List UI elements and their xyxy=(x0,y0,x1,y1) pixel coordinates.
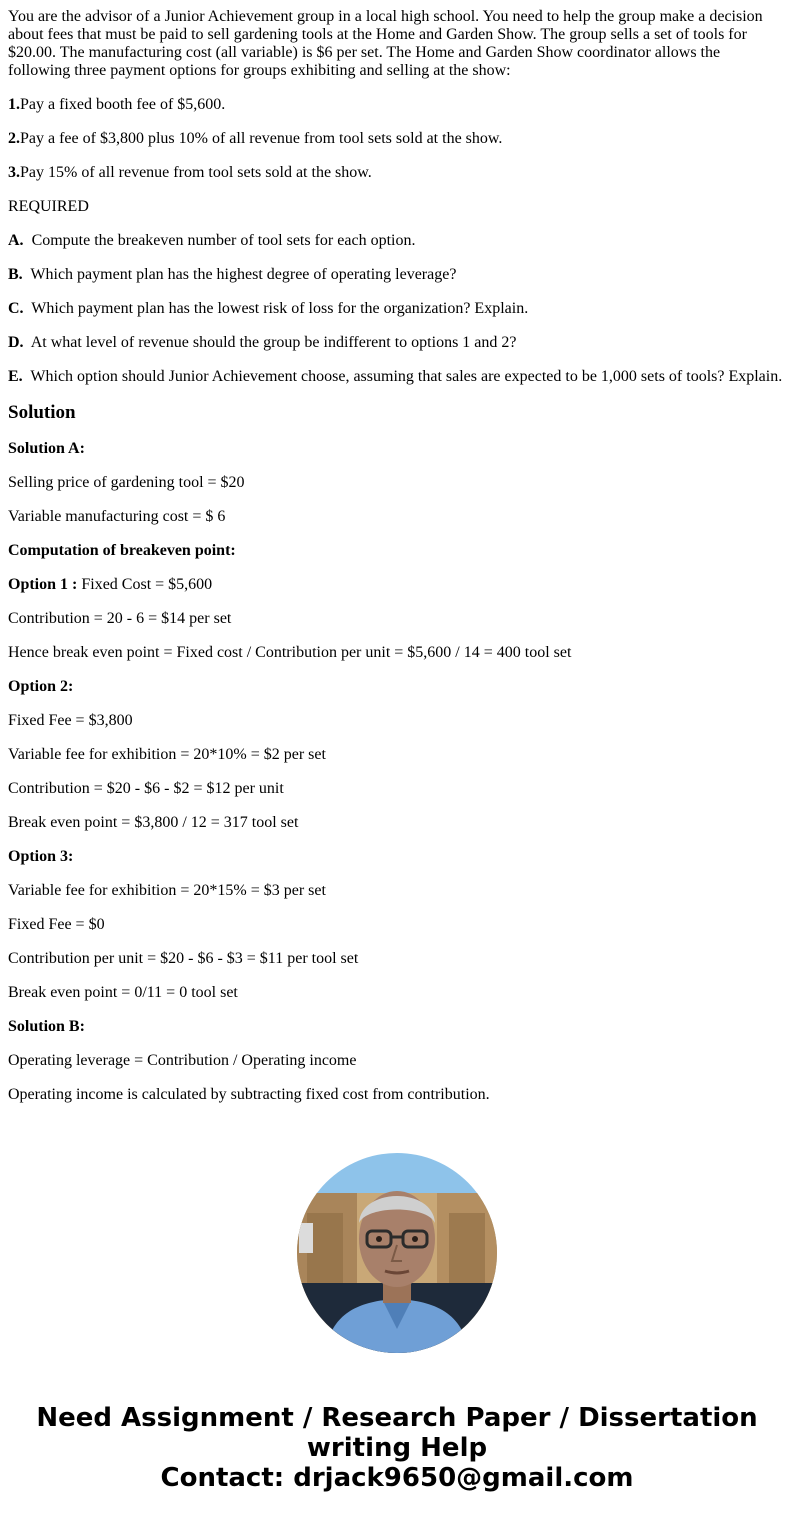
question-e xyxy=(8,368,786,386)
operating-income-line: Operating income is calculated by subtracting fixed cost from contribution. xyxy=(8,1086,490,1103)
cta-line-1: Need Assignment / Research Paper / Dissertation xyxy=(36,1403,758,1433)
question-a xyxy=(8,232,786,250)
option-2-number: 2. xyxy=(8,130,20,147)
required-label: REQUIRED xyxy=(8,198,89,215)
question-d-text: At what level of revenue should the group be indifferent to options 1 and 2? xyxy=(30,334,517,351)
question-d xyxy=(8,334,786,352)
option-2-item xyxy=(8,130,786,148)
option-2-text: Pay a fee of $3,800 plus 10% of all revenue from tool sets sold at the show. xyxy=(20,130,503,147)
problem-intro: You are the advisor of a Junior Achievement group in a local high school. You need to help the group make a decision about fees that must be paid to sell gardening tools at the Home and Garden Show. The group sells a set of tools for $20.00. The manufacturing cost (all variable) is $6 per set. The Home and Garden Show coordinator allows the following three payment options for groups exhibiting and selling at the show: xyxy=(8,8,763,79)
option-1-number: 1. xyxy=(8,96,20,113)
solution-b-heading: Solution B: xyxy=(8,1018,85,1035)
author-photo-image xyxy=(297,1153,497,1353)
option-3-number: 3. xyxy=(8,164,20,181)
question-a-label: A. xyxy=(8,232,24,249)
question-b-label: B. xyxy=(8,266,23,283)
breakeven-heading: Computation of breakeven point: xyxy=(8,542,236,559)
solution-heading: Solution xyxy=(8,402,76,423)
option-3-text: Pay 15% of all revenue from tool sets sold at the show. xyxy=(20,164,372,181)
document-content xyxy=(8,8,786,1120)
question-e-label: E. xyxy=(8,368,23,385)
cta-line-2: writing Help xyxy=(306,1433,488,1463)
option2-contribution: Contribution = $20 - $6 - $2 = $12 per unit xyxy=(8,780,284,797)
option3-heading: Option 3: xyxy=(8,848,74,865)
option3-fixed-fee: Fixed Fee = $0 xyxy=(8,916,105,933)
option2-fixed-fee: Fixed Fee = $3,800 xyxy=(8,712,133,729)
question-b xyxy=(8,266,786,284)
solution-a-heading: Solution A: xyxy=(8,440,85,457)
option2-variable-fee: Variable fee for exhibition = 20*10% = $2 per set xyxy=(8,746,326,763)
contact-banner xyxy=(0,1403,794,1493)
option1-contribution: Contribution = 20 - 6 = $14 per set xyxy=(8,610,232,627)
question-b-text: Which payment plan has the highest degree of operating leverage? xyxy=(30,266,457,283)
option1-fixed-cost-text: Fixed Cost = $5,600 xyxy=(81,576,213,593)
question-e-text: Which option should Junior Achievement choose, assuming that sales are expected to be 1,000 sets of tools? Explain. xyxy=(30,368,783,385)
option2-heading: Option 2: xyxy=(8,678,74,695)
option1-breakeven: Hence break even point = Fixed cost / Contribution per unit = $5,600 / 14 = 400 tool set xyxy=(8,644,572,661)
question-c-label: C. xyxy=(8,300,24,317)
option3-breakeven: Break even point = 0/11 = 0 tool set xyxy=(8,984,238,1001)
cta-contact-line: Contact: drjack9650@gmail.com xyxy=(160,1463,634,1493)
question-d-label: D. xyxy=(8,334,24,351)
operating-leverage-line: Operating leverage = Contribution / Operating income xyxy=(8,1052,357,1069)
option1-fixed-cost xyxy=(8,576,786,594)
variable-cost-line: Variable manufacturing cost = $ 6 xyxy=(8,508,226,525)
author-photo xyxy=(297,1153,497,1353)
option-1-text: Pay a fixed booth fee of $5,600. xyxy=(20,96,226,113)
option3-variable-fee: Variable fee for exhibition = 20*15% = $3 per set xyxy=(8,882,326,899)
option-1-item xyxy=(8,96,786,114)
option-3-item xyxy=(8,164,786,182)
selling-price-line: Selling price of gardening tool = $20 xyxy=(8,474,245,491)
question-c xyxy=(8,300,786,318)
question-a-text: Compute the breakeven number of tool sets for each option. xyxy=(31,232,416,249)
option3-contribution: Contribution per unit = $20 - $6 - $3 = $11 per tool set xyxy=(8,950,359,967)
option2-breakeven: Break even point = $3,800 / 12 = 317 tool set xyxy=(8,814,299,831)
question-c-text: Which payment plan has the lowest risk of loss for the organization? Explain. xyxy=(31,300,529,317)
option1-label: Option 1 : xyxy=(8,576,78,593)
